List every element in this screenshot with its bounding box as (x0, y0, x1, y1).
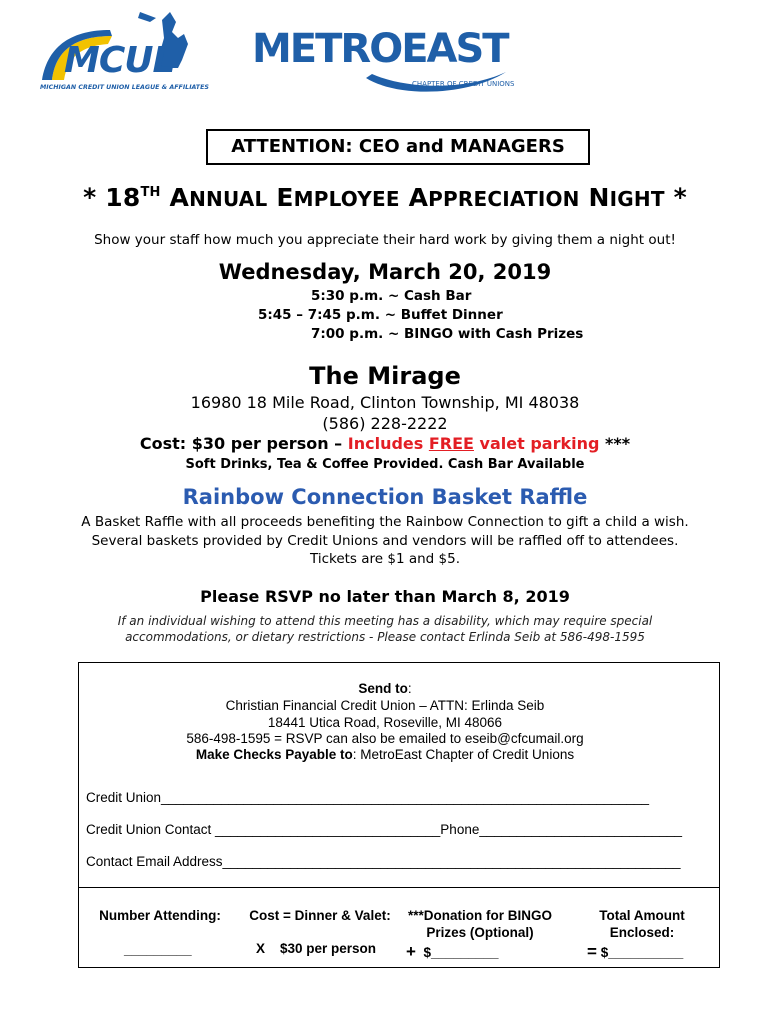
cost-line: Cost: $30 per person – Includes FREE valet parking *** (139, 434, 631, 453)
metroeast-wordmark: METROEAST (252, 26, 508, 72)
send-to-name: Christian Financial Credit Union – ATTN: Erlinda Seib (225, 698, 545, 713)
donation-label: ***Donation for BINGO Prizes (Optional) (408, 908, 552, 940)
cost-per-person: X $30 per person (256, 941, 377, 956)
event-title: * 18TH ANNUAL EMPLOYEE APPRECIATION NIGHT * (83, 183, 687, 212)
venue-phone: (586) 228-2222 (322, 414, 448, 433)
total-field[interactable]: = $__________ (587, 942, 684, 961)
schedule-item: 7:00 p.m. ~ BINGO with Cash Prizes (311, 326, 584, 342)
checks-payable: Make Checks Payable to: MetroEast Chapter of Credit Unions (195, 747, 575, 762)
raffle-description: Tickets are $1 and $5. (309, 551, 461, 567)
venue-name: The Mirage (309, 362, 461, 390)
drinks-note: Soft Drinks, Tea & Coffee Provided. Cash Bar Available (185, 457, 585, 472)
attention-banner: ATTENTION: CEO and MANAGERS (206, 129, 590, 165)
tagline: Show your staff how much you appreciate their hard work by giving them a night out! (94, 232, 676, 248)
rsvp-deadline: Please RSVP no later than March 8, 2019 (200, 587, 570, 606)
mcul-wordmark: MCUL (64, 40, 175, 81)
metroeast-subtitle: CHAPTER OF CREDIT UNIONS (412, 80, 515, 88)
disability-note: accommodations, or dietary restrictions - Please contact Erlinda Seib at 586-498-1595 (125, 630, 645, 644)
mcul-subtitle: MICHIGAN CREDIT UNION LEAGUE & AFFILIATES (40, 84, 209, 91)
form-divider (78, 887, 720, 888)
donation-field[interactable]: + $_________ (406, 942, 499, 961)
number-attending-label: Number Attending: (99, 908, 221, 923)
venue-address: 16980 18 Mile Road, Clinton Township, MI 48038 (190, 393, 580, 412)
send-to-contact: 586-498-1595 = RSVP can also be emailed to eseib@cfcumail.org (186, 731, 584, 746)
raffle-title: Rainbow Connection Basket Raffle (182, 485, 588, 509)
mcul-logo (38, 8, 238, 96)
number-attending-field[interactable]: _________ (124, 942, 192, 957)
total-label: Total Amount Enclosed: (599, 908, 685, 940)
schedule-item: 5:30 p.m. ~ Cash Bar (311, 288, 472, 304)
metroeast-logo (248, 22, 528, 94)
send-to-heading: Send to: (358, 681, 412, 696)
credit-union-field[interactable]: Credit Union_________________________________________________________________ (86, 790, 650, 805)
raffle-description: Several baskets provided by Credit Unions and vendors will be raffled off to attendees. (91, 533, 679, 549)
cost-label: Cost = Dinner & Valet: (249, 908, 391, 923)
send-to-address: 18441 Utica Road, Roseville, MI 48066 (267, 715, 503, 730)
event-date: Wednesday, March 20, 2019 (218, 260, 552, 284)
contact-phone-field[interactable]: Credit Union Contact ______________________________Phone___________________________ (86, 822, 683, 837)
contact-email-field[interactable]: Contact Email Address_____________________________________________________________ (86, 854, 681, 869)
schedule-item: 5:45 – 7:45 p.m. ~ Buffet Dinner (258, 307, 503, 323)
disability-note: If an individual wishing to attend this meeting has a disability, which may require special (117, 614, 653, 628)
raffle-description: A Basket Raffle with all proceeds benefiting the Rainbow Connection to gift a child a wish. (81, 514, 689, 530)
